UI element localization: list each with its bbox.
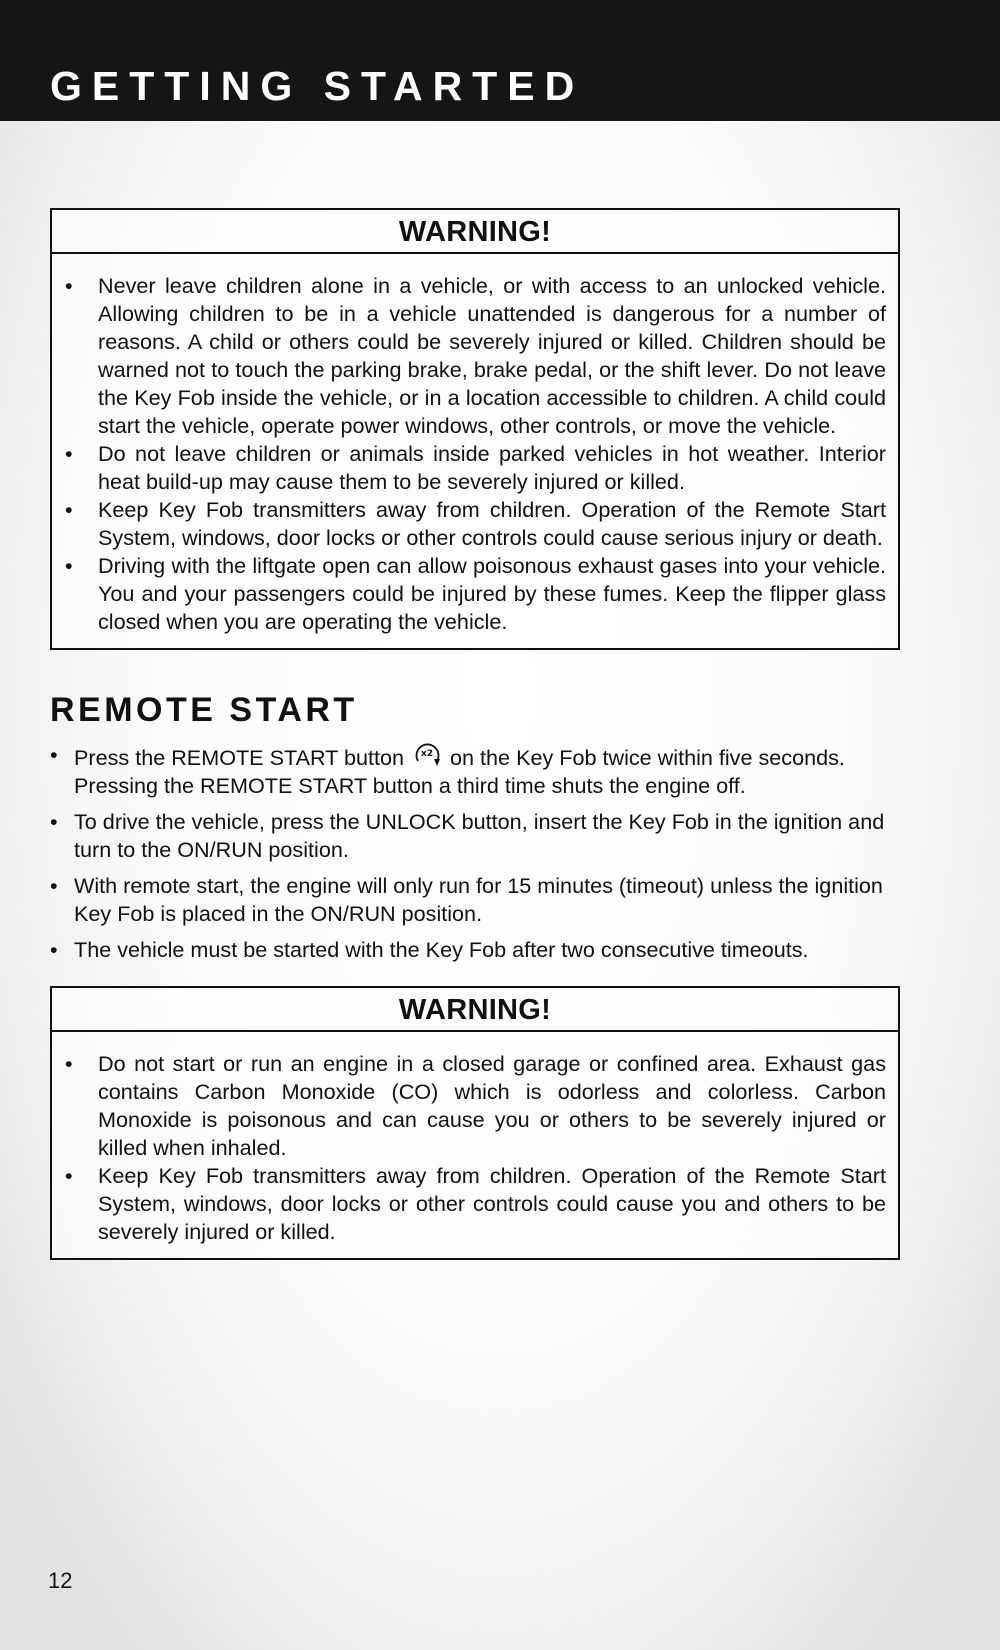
warning-item: • Do not start or run an engine in a closed garage or confined area. Exhaust gas contains Carbon Monoxide (CO) which is odorless and colorless. Carbon Monoxide is poisonous and can cause you or others to be severely injured or killed when inhaled. xyxy=(98,1050,886,1162)
warning-list xyxy=(52,254,898,648)
remote-start-icon-label: x2 xyxy=(420,749,434,759)
warning-box-carbon-monoxide xyxy=(50,986,900,1260)
remote-start-item: • The vehicle must be started with the Key Fob after two consecutive timeouts. xyxy=(74,936,924,964)
warning-item: • Keep Key Fob transmitters away from children. Operation of the Remote Start System, windows, door locks or other controls could cause you and others to be severely injured or killed. xyxy=(98,1162,886,1246)
remote-start-item: • To drive the vehicle, press the UNLOCK button, insert the Key Fob in the ignition and turn to the ON/RUN position. xyxy=(74,808,924,864)
remote-start-item-text: Press the REMOTE START button xyxy=(74,745,405,770)
remote-start-item xyxy=(74,741,924,800)
section-title-remote-start: REMOTE START xyxy=(50,691,358,729)
header-band xyxy=(0,0,1000,121)
warning-item: • Keep Key Fob transmitters away from children. Operation of the Remote Start System, windows, door locks or other controls could cause serious injury or death. xyxy=(98,496,886,552)
warning-heading: WARNING! xyxy=(52,988,898,1032)
warning-item: • Do not leave children or animals inside parked vehicles in hot weather. Interior heat build-up may cause them to be severely injured or killed. xyxy=(98,440,886,496)
remote-start-list xyxy=(50,741,924,972)
remote-start-item: • With remote start, the engine will only run for 15 minutes (timeout) unless the ignition Key Fob is placed in the ON/RUN position. xyxy=(74,872,924,928)
page-header-title: GETTING STARTED xyxy=(50,63,585,109)
warning-heading: WARNING! xyxy=(52,210,898,254)
warning-item: • Never leave children alone in a vehicle, or with access to an unlocked vehicle. Allowing children to be in a vehicle unattended is dangerous for a number of reasons. A child or others could be severely injured or killed. Children should be warned not to touch the parking brake, brake pedal, or the shift lever. Do not leave the Key Fob inside the vehicle, or in a location accessible to children. A child could start the vehicle, operate power windows, other controls, or move the vehicle. xyxy=(98,272,886,440)
page-number: 12 xyxy=(48,1568,73,1593)
remote-start-x2-icon xyxy=(410,741,444,769)
remote-start-item-text: on the Key Fob twice within five seconds. Pressing the REMOTE START button a third time shuts the engine off. xyxy=(74,745,845,798)
warning-box-children xyxy=(50,208,900,650)
warning-list xyxy=(52,1032,898,1258)
warning-item: • Driving with the liftgate open can allow poisonous exhaust gases into your vehicle. You and your passengers could be injured by these fumes. Keep the flipper glass closed when you are operating the vehicle. xyxy=(98,552,886,636)
